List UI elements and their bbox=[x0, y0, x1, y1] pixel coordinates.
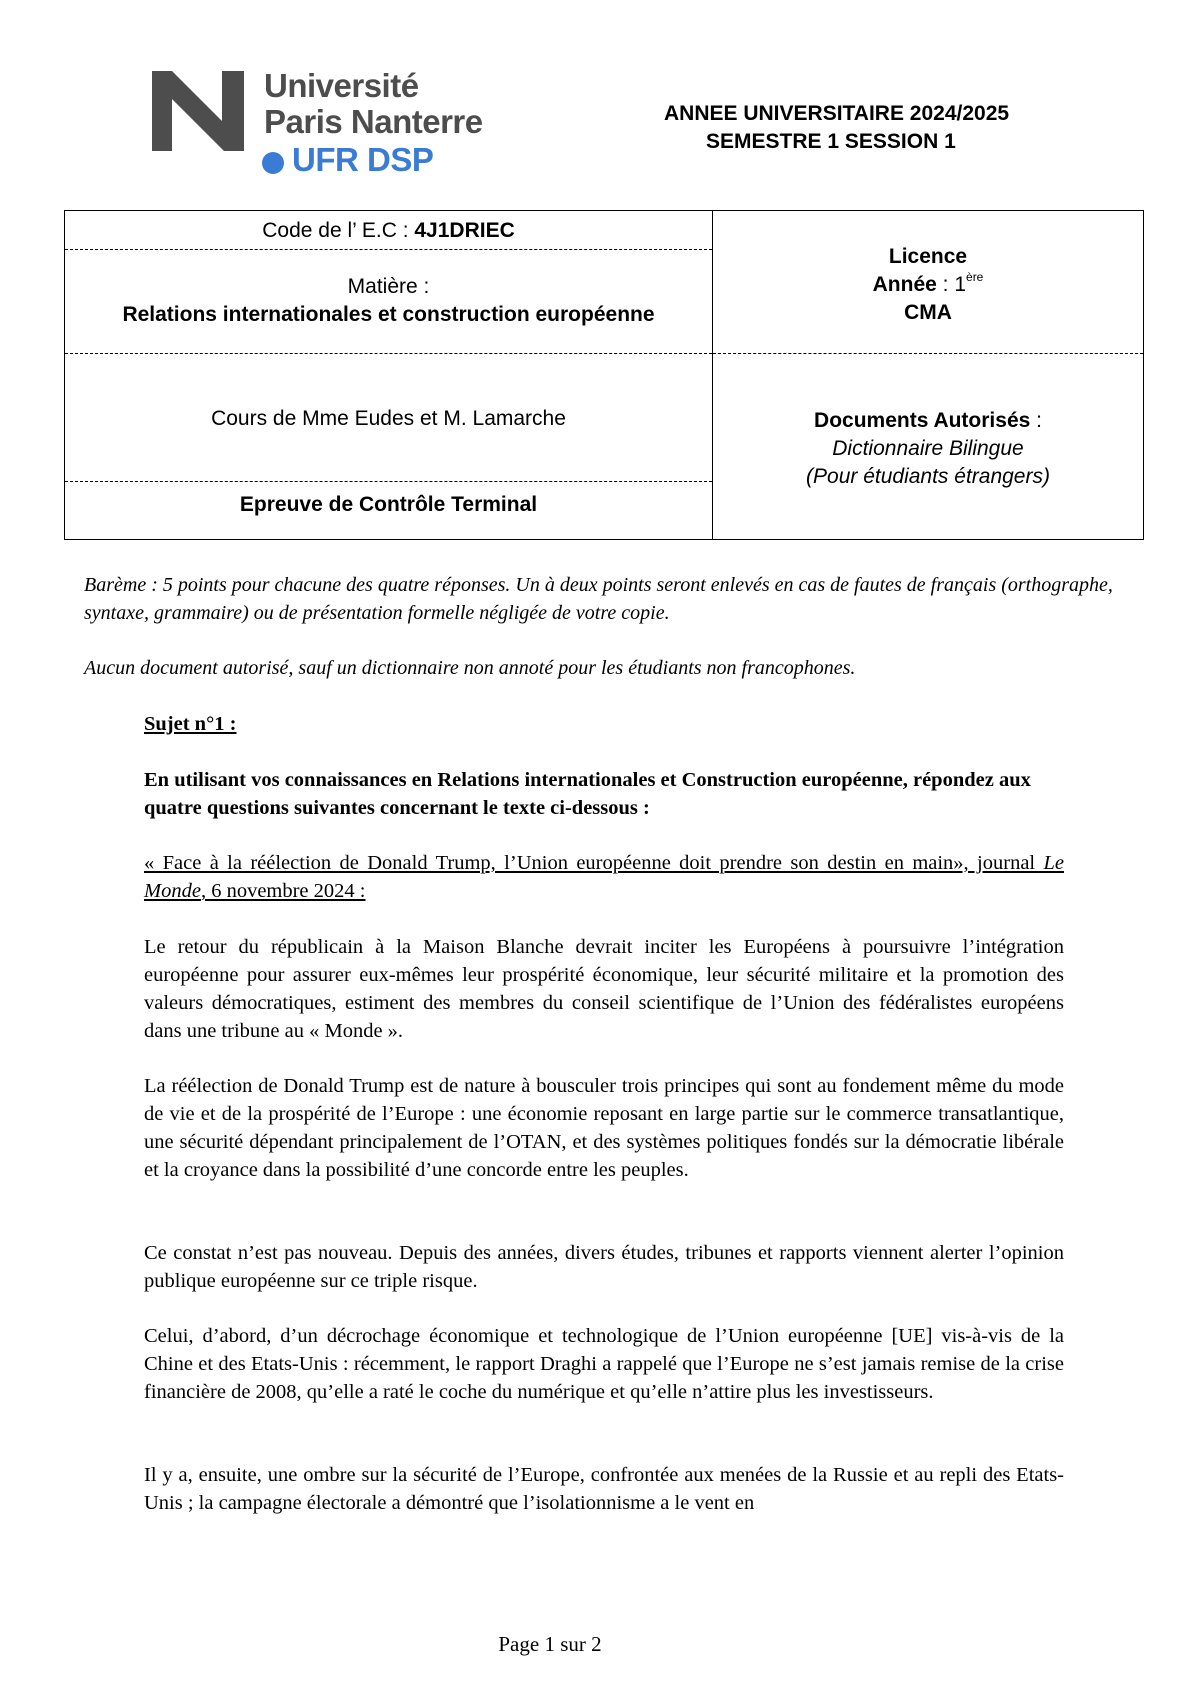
course-code-cell bbox=[65, 217, 712, 245]
course-code-label: Code de l’ E.C : bbox=[262, 219, 415, 242]
article-paragraph-1: Le retour du républicain à la Maison Blanche devrait inciter les Européens à poursuivre l’intégration européenne pour assurer eux-mêmes leur prospérité économique, leur sécurité militaire et la promotion des valeurs démocratiques, estiment des membres du conseil scientifique de l’Union des fédéralistes européens dans une tribune au « Monde ». bbox=[144, 936, 1064, 1042]
exam-type: Epreuve de Contrôle Terminal bbox=[239, 493, 538, 516]
year-value: : 1 bbox=[936, 273, 967, 296]
article-source-title: « Face à la réélection de Donald Trump, l’Union européenne doit prendre son destin en main», journal bbox=[144, 852, 1044, 874]
academic-year: ANNEE UNIVERSITAIRE 2024/2025 bbox=[664, 102, 1010, 125]
article-source bbox=[144, 849, 1064, 905]
article-paragraph-3: Ce constat n’est pas nouveau. Depuis des années, divers études, tribunes et rapports viennent alerter l’opinion publique européenne sur ce triple risque. bbox=[144, 1242, 1064, 1292]
course-code-value: 4J1DRIEC bbox=[414, 219, 515, 242]
info-table-right-column bbox=[713, 211, 1143, 539]
subject-value: Relations internationales et construction européenne bbox=[122, 303, 655, 326]
allowed-documents-colon: : bbox=[1030, 409, 1042, 432]
divider bbox=[65, 481, 712, 482]
divider bbox=[713, 353, 1143, 354]
article-paragraph-5: Il y a, ensuite, une ombre sur la sécurité de l’Europe, confrontée aux menées de la Russie et au repli des Etats-Unis ; la campagne électorale a démontré que l’isolationnisme a le vent en bbox=[144, 1464, 1064, 1514]
article-paragraph-4: Celui, d’abord, d’un décrochage économique et technologique de l’Union européenne [UE] vis-à-vis de la Chine et des Etats-Unis : récemment, le rapport Draghi a rappelé que l’Europe ne s’est jamais remise de la crise financière de 2008, qu’elle a raté le coche du numérique et qu’elle n’attire plus les investisseurs. bbox=[144, 1325, 1064, 1403]
info-table-left-column bbox=[65, 211, 713, 539]
subject-question: En utilisant vos connaissances en Relations internationales et Construction européenne, répondez aux quatre questions suivantes concernant le texte ci-dessous : bbox=[144, 769, 1031, 819]
university-logo bbox=[152, 68, 512, 178]
year-level bbox=[713, 271, 1143, 299]
program-cma: CMA bbox=[904, 301, 952, 324]
article-paragraph-2: La réélection de Donald Trump est de nature à bousculer trois principes qui sont au fondement même du mode de vie et de la prospérité de l’Europe : une économie reposant en large partie sur le commerce transatlantique, une sécurité dépendant principalement de l’OTAN, et des systèmes politiques fondés sur la démocratie libérale et la croyance dans la possibilité d’une concorde entre les peuples. bbox=[144, 1075, 1064, 1181]
article-source-date: , 6 novembre 2024 : bbox=[200, 880, 366, 902]
allowed-documents-label: Documents Autorisés bbox=[814, 409, 1031, 432]
subject-title: Sujet n°1 : bbox=[144, 713, 237, 735]
grading-instructions: Barème : 5 points pour chacune des quatre réponses. Un à deux points seront enlevés en cas de fautes de français (orthographe, syntaxe, grammaire) ou de présentation formelle négligée de votre copie. bbox=[84, 574, 1113, 624]
allowed-documents-line2: (Pour étudiants étrangers) bbox=[806, 465, 1050, 488]
nanterre-logo-mark-icon bbox=[152, 71, 252, 151]
logo-text-ufr-dsp: UFR DSP bbox=[292, 141, 434, 178]
subject-label: Matière : bbox=[347, 275, 430, 298]
year-superscript: ère bbox=[966, 270, 984, 284]
page-number: Page 1 sur 2 bbox=[498, 1632, 602, 1656]
logo-dot-icon bbox=[262, 152, 284, 174]
exam-info-table bbox=[64, 210, 1144, 540]
article-source-journal: Le Monde bbox=[144, 852, 1064, 902]
divider bbox=[65, 249, 712, 250]
logo-text-universite: Université bbox=[264, 67, 419, 104]
allowed-documents-line1: Dictionnaire Bilingue bbox=[832, 437, 1024, 460]
course-teachers: Cours de Mme Eudes et M. Lamarche bbox=[211, 407, 566, 430]
allowed-documents bbox=[713, 407, 1143, 435]
year-label: Année bbox=[872, 273, 937, 296]
exam-header bbox=[664, 100, 1064, 156]
degree-licence: Licence bbox=[888, 245, 968, 268]
documents-instructions: Aucun document autorisé, sauf un dictionnaire non annoté pour les étudiants non francophones. bbox=[84, 657, 856, 679]
divider bbox=[65, 353, 712, 354]
semester-session: SEMESTRE 1 SESSION 1 bbox=[706, 130, 956, 153]
logo-text-paris-nanterre: Paris Nanterre bbox=[264, 103, 483, 140]
